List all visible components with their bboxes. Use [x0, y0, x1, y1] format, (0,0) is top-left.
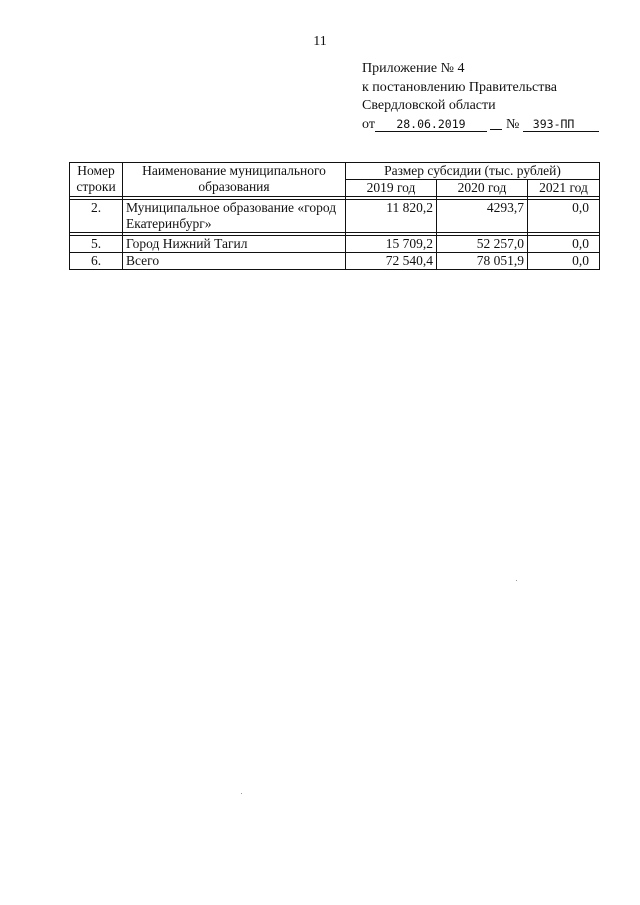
row-value-2019: 15 709,2 [346, 236, 437, 253]
table-row [70, 200, 600, 233]
date-prefix: от [362, 116, 375, 132]
resolution-number: 393-ПП [523, 117, 599, 132]
row-value-2019: 11 820,2 [346, 200, 437, 233]
row-municipality: Муниципальное образование «город Екатеринбург» [123, 200, 346, 233]
row-value-2021: 0,0 [528, 200, 600, 233]
appendix-region: Свердловской области [362, 98, 496, 113]
header-subsidy-size: Размер субсидии (тыс. рублей) [346, 163, 600, 180]
appendix-reference: к постановлению Правительства [362, 79, 558, 95]
header-year-2019: 2019 год [346, 180, 437, 197]
row-municipality: Всего [123, 253, 346, 270]
number-prefix: № [505, 116, 520, 132]
row-number: 5. [70, 236, 123, 253]
table-header-row [70, 163, 600, 180]
resolution-date: 28.06.2019 [375, 117, 487, 132]
row-value-2020: 52 257,0 [437, 236, 528, 253]
header-municipality: Наименование муниципального образования [123, 163, 346, 197]
row-value-2021: 0,0 [528, 253, 600, 270]
header-year-2020: 2020 год [437, 180, 528, 197]
appendix-title: Приложение № 4 [362, 61, 465, 76]
row-value-2020: 4293,7 [437, 200, 528, 233]
table-row [70, 236, 600, 253]
header-year-2021: 2021 год [528, 180, 600, 197]
scan-speck [516, 580, 517, 581]
row-value-2019: 72 540,4 [346, 253, 437, 270]
row-number: 6. [70, 253, 123, 270]
row-number: 2. [70, 200, 123, 233]
row-value-2021: 0,0 [528, 236, 600, 253]
header-row-number: Номер строки [70, 163, 123, 197]
scan-speck [241, 793, 242, 794]
page-number: 11 [313, 34, 327, 49]
subsidy-table [69, 162, 600, 270]
table-row [70, 253, 600, 270]
row-value-2020: 78 051,9 [437, 253, 528, 270]
row-municipality: Город Нижний Тагил [123, 236, 346, 253]
date-gap-line [490, 117, 502, 130]
appendix-date-line [362, 116, 599, 135]
appendix-header [362, 60, 599, 134]
